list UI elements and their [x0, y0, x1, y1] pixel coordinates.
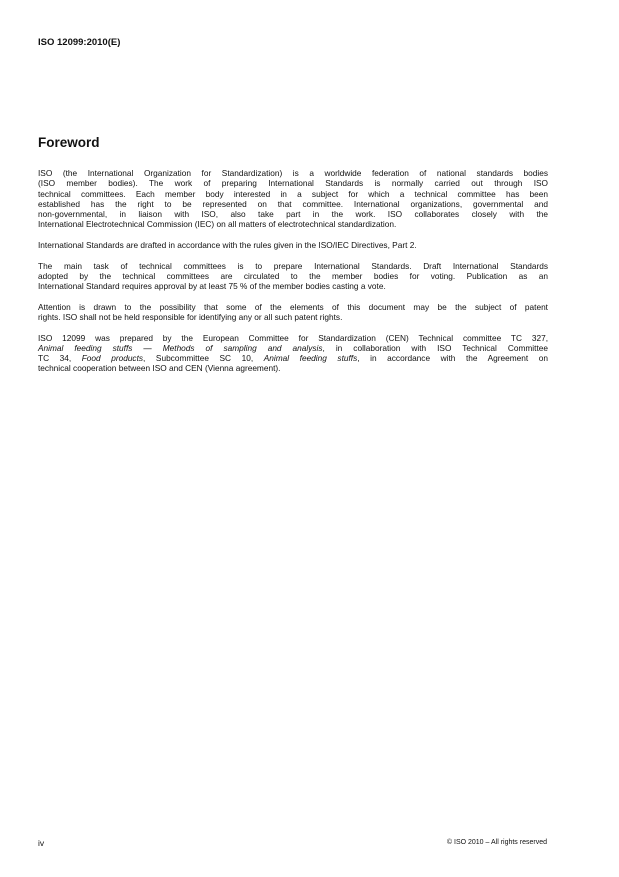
text-line: Attention is drawn to the possibility that some of the elements of this document may be the subject of patent	[38, 301, 548, 312]
text-line: The main task of technical committees is to prepare International Standards. Draft International Standards	[38, 260, 548, 271]
paragraph	[38, 302, 548, 323]
paragraph-prepared-by	[38, 333, 548, 374]
section-title: Foreword	[38, 135, 100, 150]
committee-title: Food products	[81, 353, 144, 364]
foreword-body	[38, 168, 548, 384]
text-run: TC 34,	[38, 353, 82, 364]
text-run: , Subcommittee SC 10,	[143, 353, 264, 364]
text-run: , in collaboration with ISO Technical Committee	[322, 342, 548, 353]
text-line: technical cooperation between ISO and CEN (Vienna agreement).	[38, 363, 281, 374]
committee-title: Animal feeding stuffs	[263, 353, 358, 364]
copyright-notice: © ISO 2010 – All rights reserved	[446, 839, 547, 846]
committee-title: Animal feeding stuffs — Methods of sampling and analysis	[38, 342, 323, 353]
text-line: rights. ISO shall not be held responsible for identifying any or all such patent rights.	[38, 311, 343, 322]
text-line: (ISO member bodies). The work of preparing International Standards is normally carried out through ISO	[38, 178, 548, 189]
text-line: ISO 12099 was prepared by the European Committee for Standardization (CEN) Technical committee TC 327,	[38, 332, 548, 343]
text-line: ISO (the International Organization for Standardization) is a worldwide federation of national standards bodies	[38, 168, 548, 178]
text-line	[38, 353, 548, 363]
document-header: ISO 12099:2010(E)	[38, 37, 121, 48]
text-line: non-governmental, in liaison with ISO, also take part in the work. ISO collaborates closely with the	[38, 209, 548, 219]
paragraph	[38, 261, 548, 292]
text-run: , in accordance with the Agreement on	[357, 353, 548, 364]
paragraph	[38, 240, 548, 250]
text-line: adopted by the technical committees are circulated to the member bodies for voting. Publication as an	[38, 270, 548, 281]
text-line: technical committees. Each member body interested in a subject for which a technical committee has been	[38, 188, 548, 199]
text-line: established has the right to be represented on that committee. International organizations, governmental and	[38, 198, 548, 209]
page-number: iv	[38, 838, 45, 848]
text-line: International Standards are drafted in accordance with the rules given in the ISO/IEC Directives, Part 2.	[38, 239, 417, 250]
paragraph	[38, 168, 548, 230]
text-line: International Electrotechnical Commission (IEC) on all matters of electrotechnical standardization.	[38, 219, 397, 230]
text-line	[38, 343, 548, 353]
text-line: International Standard requires approval by at least 75 % of the member bodies casting a vote.	[38, 281, 386, 292]
